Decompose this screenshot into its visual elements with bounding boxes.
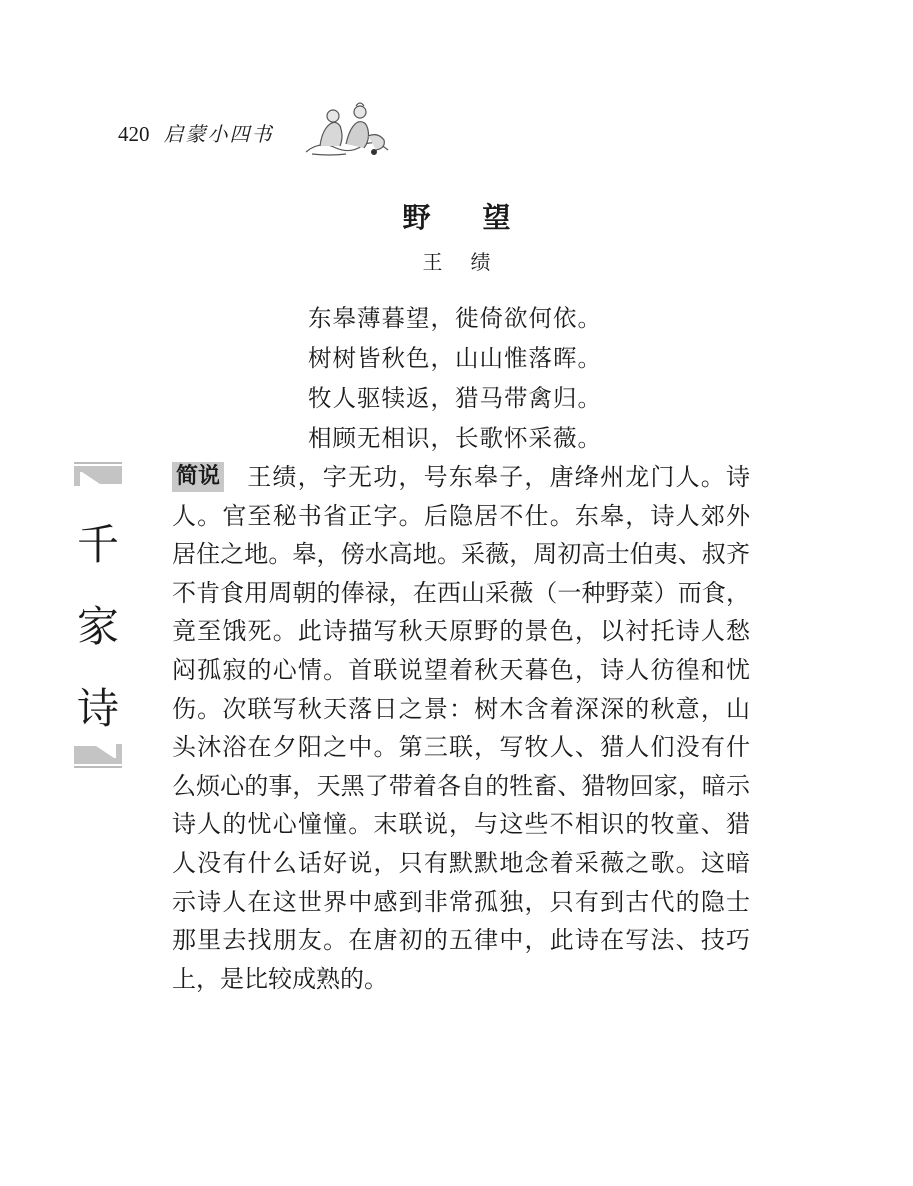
side-label-char: 家 (76, 602, 119, 651)
poem-author: 王绩 (422, 250, 519, 274)
commentary-line: 人没有什么话好说，只有默默地念着采薇之歌。这暗 (172, 848, 750, 877)
commentary-line: 头沐浴在夕阳之中。第三联，写牧人、猎人们没有什 (172, 733, 750, 762)
commentary-line: 示诗人在这世界中感到非常孤独，只有到古代的隐士 (172, 887, 750, 916)
running-header (118, 118, 274, 147)
commentary-line: 竟至饿死。此诗描写秋天原野的景色，以衬托诗人愁 (172, 617, 750, 646)
poem-title: 野望 (402, 201, 563, 234)
commentary-line: 居住之地。皋，傍水高地。采薇，周初高士伯夷、叔齐 (172, 540, 750, 569)
commentary-line: 上，是比较成熟的。 (172, 964, 388, 993)
side-label-top-ornament (72, 462, 124, 488)
commentary-line: 不肯食用周朝的俸禄，在西山采薇（一种野菜）而食， (172, 578, 750, 607)
side-label-char: 诗 (76, 684, 119, 733)
commentary-line: 伤。次联写秋天落日之景：树木含着深深的秋意，山 (172, 694, 750, 723)
side-label (72, 462, 124, 768)
commentary-line: 诗人的忧心憧憧。末联说，与这些不相识的牧童、猎 (172, 810, 750, 839)
commentary-first-line (172, 458, 750, 497)
page-number: 420 (118, 122, 150, 146)
side-label-char: 千 (76, 520, 119, 569)
poem-lines (308, 298, 602, 458)
commentary-line-text: 王绩，字无功，号东皋子，唐绛州龙门人。诗 (246, 463, 750, 491)
commentary-line: 那里去找朋友。在唐初的五律中，此诗在写法、技巧 (172, 926, 750, 955)
commentary-line: 人。官至秘书省正字。后隐居不仕。东皋，诗人郊外 (172, 501, 750, 530)
poem-line: 相顾无相识，长歌怀采薇。 (308, 424, 602, 452)
commentary-line: 么烦心的事，天黑了带着各自的牲畜、猎物回家，暗示 (172, 771, 750, 800)
side-label-bottom-ornament (72, 742, 124, 768)
poem-line: 树树皆秋色，山山惟落晖。 (308, 344, 602, 372)
commentary (172, 458, 750, 998)
book-title: 启蒙小四书 (163, 124, 274, 146)
commentary-tag: 简说 (172, 462, 224, 492)
side-label-chars (72, 504, 124, 750)
commentary-line: 闷孤寂的心情。首联说望着秋天暮色，诗人彷徨和忧 (172, 655, 750, 684)
poem-line: 东皋薄暮望，徙倚欲何依。 (308, 304, 602, 332)
header-illustration (300, 96, 392, 158)
poem-line: 牧人驱犊返，猎马带禽归。 (308, 384, 602, 412)
